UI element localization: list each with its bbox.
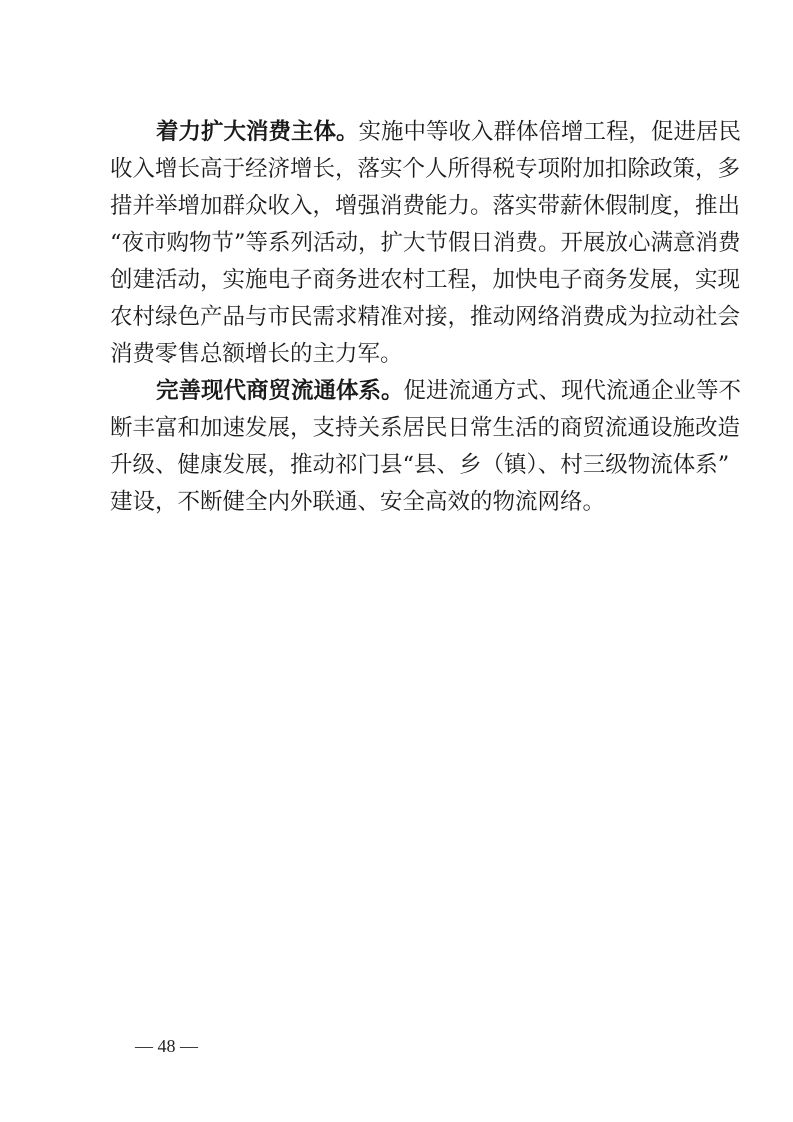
body-text: [110, 114, 742, 521]
paragraph-2-line-4: 建设，不断健全内外联通、安全高效的物流网络。: [110, 489, 606, 515]
paragraph-1-line-1: [110, 114, 742, 151]
paragraph-1-line-2: 收入增长高于经济增长，落实个人所得税专项附加扣除政策，多: [110, 156, 741, 182]
paragraph-1-line-5: 创建活动，实施电子商务进农村工程，加快电子商务发展，实现: [110, 267, 741, 293]
paragraph-1-heading: 着力扩大消费主体。: [156, 119, 359, 145]
paragraph-2-line-1: [110, 373, 742, 410]
paragraph-1-line-7: 消费零售总额增长的主力军。: [110, 341, 403, 367]
paragraph-2-heading: 完善现代商贸流通体系。: [156, 378, 404, 404]
paragraph-2-line-2: 断丰富和加速发展，支持关系居民日常生活的商贸流通设施改造: [110, 415, 741, 441]
page-number: — 48 —: [135, 1036, 198, 1056]
paragraph-1-line-3: 措并举增加群众收入，增强消费能力。落实带薪休假制度，推出: [110, 193, 741, 219]
paragraph-2-text: 促进流通方式、现代流通企业等不: [403, 378, 742, 404]
paragraph-1-line-6: 农村绿色产品与市民需求精准对接，推动网络消费成为拉动社会: [110, 304, 741, 330]
paragraph-1-line-4: “夜市购物节”等系列活动，扩大节假日消费。开展放心满意消费: [110, 230, 741, 256]
paragraph-2-line-3: 升级、健康发展，推动祁门县“县、乡（镇）、村三级物流体系”: [110, 452, 730, 478]
paragraph-1-text: 实施中等收入群体倍增工程，促进居民: [358, 119, 742, 145]
